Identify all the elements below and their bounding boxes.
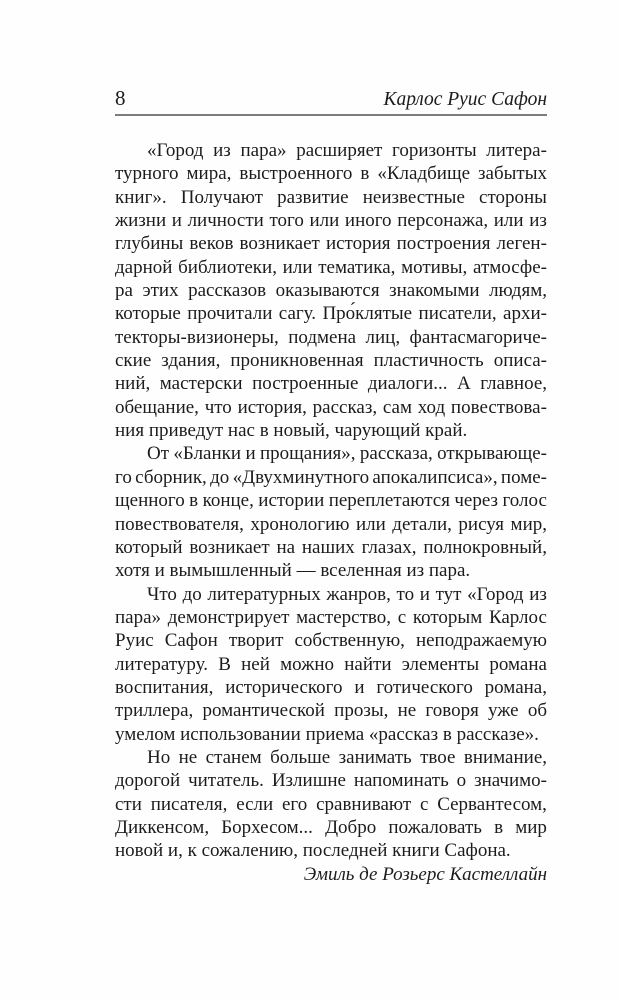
signature-line: Эмиль де Розьерс Кастеллайн bbox=[303, 863, 547, 885]
text-line: который возникает на наших глазах, полнокровный, bbox=[115, 536, 547, 558]
text-line: воспитания, исторического и готического романа, bbox=[115, 676, 547, 698]
body-text bbox=[115, 139, 547, 886]
header-rule bbox=[115, 114, 547, 116]
text-line: пара» демонстрирует мастерство, с которым Карлос bbox=[115, 606, 547, 628]
text-line: дарной библиотеки, или тематика, мотивы, атмосфе- bbox=[115, 256, 547, 278]
text-line: «Город из пара» расширяет горизонты литера- bbox=[147, 140, 547, 161]
running-head-author: Карлос Руис Сафон bbox=[383, 89, 547, 110]
text-line: дорогой читатель. Излишне напоминать о значимо- bbox=[115, 770, 547, 792]
paragraph bbox=[115, 442, 547, 582]
text-line: глубины веков возникает история построения леген- bbox=[115, 233, 547, 255]
running-header bbox=[115, 86, 547, 116]
text-line: триллера, романтической прозы, не говоря уже об bbox=[115, 700, 547, 722]
text-line: литературу. В ней можно найти элементы романа bbox=[115, 653, 547, 675]
text-line: сти писателя, если его сравнивают с Сервантесом, bbox=[115, 793, 547, 815]
text-line: Руис Сафон творит собственную, неподражаемую bbox=[115, 630, 547, 652]
running-header-row bbox=[115, 86, 547, 110]
paragraph bbox=[115, 746, 547, 863]
paragraph bbox=[115, 139, 547, 442]
text-line: От «Бланки и прощания», рассказа, открывающе- bbox=[147, 443, 547, 465]
text-line: умелом использовании приема «рассказ в рассказе». bbox=[115, 723, 539, 745]
text-line: ские здания, проникновенная пластичность описа- bbox=[115, 350, 547, 372]
text-line: повествователя, хронологию или детали, рисуя мир, bbox=[115, 513, 547, 535]
text-line: обещание, что история, рассказ, сам ход повествова- bbox=[115, 396, 547, 418]
text-line: текторы-визионеры, подмена лиц, фантасмагориче- bbox=[115, 326, 547, 348]
text-line: ра этих рассказов оказываются знакомыми людям, bbox=[115, 280, 547, 302]
text-line: ний, мастерски построенные диалоги... А главное, bbox=[115, 373, 547, 395]
text-line: новой и, к сожалению, последней книги Сафона. bbox=[115, 840, 511, 862]
text-line: Но не станем больше занимать твое внимание, bbox=[147, 746, 547, 768]
text-line: ния приведут нас в новый, чарующий край. bbox=[115, 420, 468, 442]
text-line: которые прочитали сагу. Про́клятые писатели, архи- bbox=[115, 303, 547, 325]
text-line: турного мира, выстроенного в «Кладбище забытых bbox=[115, 163, 547, 185]
paragraph bbox=[115, 583, 547, 746]
text-line: щенного в конце, истории переплетаются через голос bbox=[115, 490, 547, 512]
text-line: Диккенсом, Борхесом... Добро пожаловать в мир bbox=[115, 816, 547, 838]
page-number: 8 bbox=[115, 86, 126, 110]
text-line: жизни и личности того или иного персонажа, или из bbox=[115, 210, 547, 232]
text-line: книг». Получают развитие неизвестные стороны bbox=[115, 186, 547, 208]
text-line: хотя и вымышленный — вселенная из пара. bbox=[115, 560, 471, 582]
text-line: го сборник, до «Двухминутного апокалипсиса», поме- bbox=[115, 466, 547, 488]
text-line: Что до литературных жанров, то и тут «Город из bbox=[147, 583, 547, 605]
